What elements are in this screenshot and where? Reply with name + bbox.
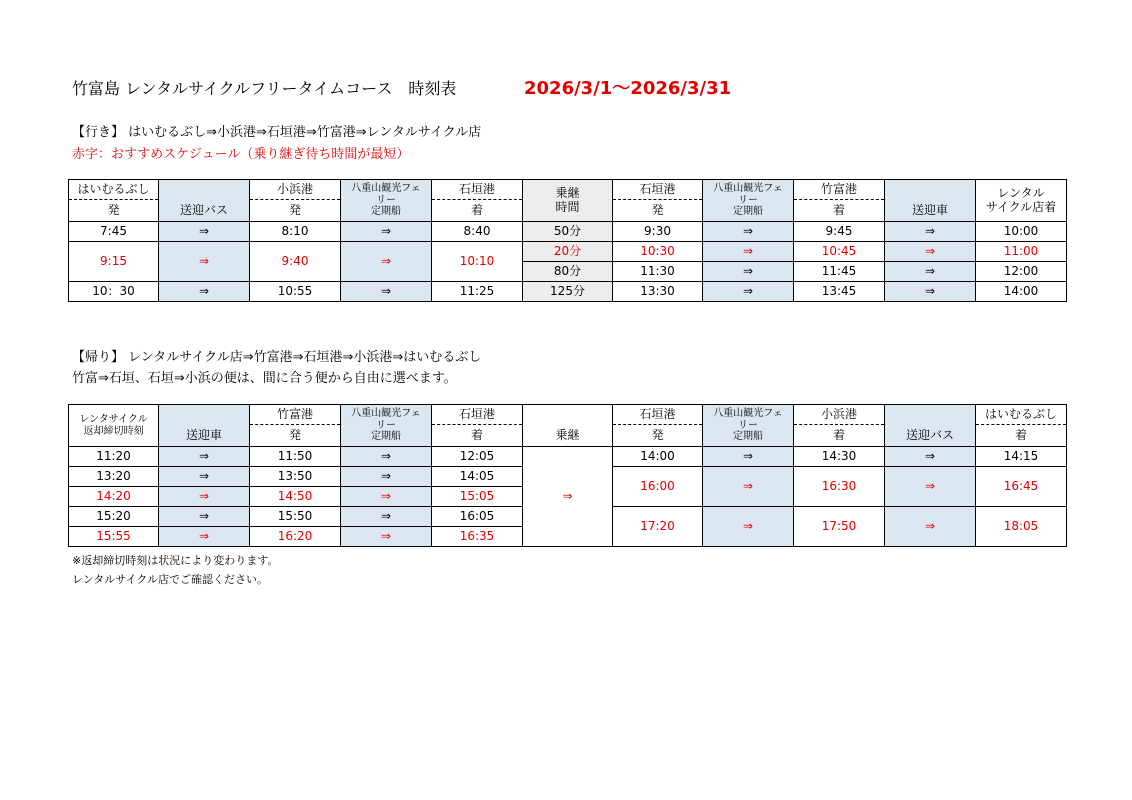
cell-time: 11:25 <box>432 282 523 302</box>
cell-time: 11:30 <box>613 262 703 282</box>
header-ferry-name-2: 八重山観光フェリー <box>713 183 783 206</box>
return-timetable <box>68 404 1067 547</box>
header-depart-3: 発 <box>613 200 703 222</box>
cell-time: 14:20 <box>69 487 159 507</box>
cell-time: 11:00 <box>976 242 1067 262</box>
header-depart: 発 <box>69 200 159 222</box>
cell-time: 15:05 <box>432 487 523 507</box>
table-row <box>69 242 1067 262</box>
header-ishigaki-port-2: 石垣港 <box>613 180 703 200</box>
header-taketomi-port: 竹富港 <box>794 180 885 200</box>
table-row <box>69 282 1067 302</box>
arrow-icon: ⇒ <box>885 222 976 242</box>
arrow-icon: ⇒ <box>703 507 794 547</box>
arrow-icon: ⇒ <box>341 487 432 507</box>
cell-time: 15:50 <box>250 507 341 527</box>
cell-time: 16:30 <box>794 467 885 507</box>
arrow-icon: ⇒ <box>341 282 432 302</box>
arrow-icon: ⇒ <box>159 467 250 487</box>
arrow-icon: ⇒ <box>703 222 794 242</box>
arrow-icon: ⇒ <box>703 467 794 507</box>
cell-time: 10：30 <box>69 282 159 302</box>
footnote-2: レンタルサイクル店でご確認ください。 <box>72 573 268 586</box>
arrow-icon: ⇒ <box>159 222 250 242</box>
arrow-icon: ⇒ <box>159 242 250 282</box>
header-depart-2: 発 <box>613 425 703 447</box>
cell-time: 11:45 <box>794 262 885 282</box>
header-ferry <box>341 405 432 447</box>
footnote-1: ※返却締切時刻は状況により変わります。 <box>72 554 279 567</box>
header-ishigaki-port: 石垣港 <box>432 180 523 200</box>
header-depart-2: 発 <box>250 200 341 222</box>
arrow-icon: ⇒ <box>341 242 432 282</box>
cell-time: 10:55 <box>250 282 341 302</box>
arrow-icon: ⇒ <box>885 282 976 302</box>
cell-time: 8:10 <box>250 222 341 242</box>
cell-time: 14:00 <box>613 447 703 467</box>
arrow-icon: ⇒ <box>703 262 794 282</box>
arrow-icon: ⇒ <box>703 447 794 467</box>
cell-time: 14:30 <box>794 447 885 467</box>
header-ferry-2 <box>703 180 794 222</box>
cell-time: 18:05 <box>976 507 1067 547</box>
header-kohama-port: 小浜港 <box>250 180 341 200</box>
header-arrive-2: 着 <box>794 425 885 447</box>
arrow-icon: ⇒ <box>885 242 976 262</box>
header-transfer: 乗継 <box>523 405 613 447</box>
cell-time: 10:30 <box>613 242 703 262</box>
cell-time: 13:30 <box>613 282 703 302</box>
outbound-timetable <box>68 179 1067 302</box>
header-ferry-name-2: 八重山観光フェリー <box>713 408 783 431</box>
arrow-icon: ⇒ <box>159 507 250 527</box>
header-ferry-name: 八重山観光フェリー <box>351 183 421 206</box>
cell-time: 10:45 <box>794 242 885 262</box>
cell-time: 13:45 <box>794 282 885 302</box>
cell-time: 9:15 <box>69 242 159 282</box>
cell-time: 11:20 <box>69 447 159 467</box>
header-rental-line2: サイクル店着 <box>985 199 1057 214</box>
cell-transfer-time: 125分 <box>523 282 613 302</box>
cell-time: 10:10 <box>432 242 523 282</box>
cell-time: 9:30 <box>613 222 703 242</box>
cell-time: 10:00 <box>976 222 1067 242</box>
header-ferry-2 <box>703 405 794 447</box>
header-regular-ship-2: 定期船 <box>733 206 763 218</box>
header-rental-line1: レンタル <box>997 185 1045 200</box>
header-rental-arrive <box>976 180 1067 222</box>
header-time: 時間 <box>555 199 580 214</box>
arrow-icon: ⇒ <box>703 282 794 302</box>
header-regular-ship-2: 定期船 <box>733 431 763 443</box>
header-regular-ship: 定期船 <box>371 431 401 443</box>
arrow-icon: ⇒ <box>341 507 432 527</box>
header-haimurubushi: はいむるぶし <box>69 180 159 200</box>
header-kohama-port: 小浜港 <box>794 405 885 425</box>
cell-time: 15:55 <box>69 527 159 547</box>
cell-time: 16:45 <box>976 467 1067 507</box>
arrow-icon: ⇒ <box>885 447 976 467</box>
header-rental-deadline <box>69 405 159 447</box>
header-pickup-car: 送迎車 <box>159 405 250 447</box>
arrow-icon: ⇒ <box>885 262 976 282</box>
header-ferry-name: 八重山観光フェリー <box>351 408 421 431</box>
arrow-icon: ⇒ <box>159 487 250 507</box>
header-rental-deadline-line1: レンタサイクル <box>79 414 148 425</box>
cell-time: 13:20 <box>69 467 159 487</box>
cell-time: 8:40 <box>432 222 523 242</box>
header-ferry <box>341 180 432 222</box>
arrow-icon: ⇒ <box>159 282 250 302</box>
header-haimurubushi: はいむるぶし <box>976 405 1067 425</box>
arrow-icon: ⇒ <box>341 222 432 242</box>
arrow-icon: ⇒ <box>159 527 250 547</box>
date-range: 2026/3/1～2026/3/31 <box>524 78 732 99</box>
cell-time: 16:35 <box>432 527 523 547</box>
table-row <box>69 447 1067 467</box>
header-pickup-bus: 送迎バス <box>885 405 976 447</box>
return-note: 竹富⇒石垣、石垣⇒小浜の便は、間に合う便から自由に選べます。 <box>72 371 457 386</box>
cell-time: 14:05 <box>432 467 523 487</box>
header-ishigaki-port-2: 石垣港 <box>613 405 703 425</box>
header-pickup-car: 送迎車 <box>885 180 976 222</box>
header-regular-ship: 定期船 <box>371 206 401 218</box>
arrow-icon: ⇒ <box>885 467 976 507</box>
cell-time: 15:20 <box>69 507 159 527</box>
arrow-icon: ⇒ <box>341 527 432 547</box>
cell-transfer-time: 50分 <box>523 222 613 242</box>
cell-time: 11:50 <box>250 447 341 467</box>
arrow-icon: ⇒ <box>159 447 250 467</box>
outbound-note: 赤字：おすすめスケジュール（乗り継ぎ待ち時間が最短） <box>72 147 410 162</box>
cell-time: 7:45 <box>69 222 159 242</box>
header-arrive-2: 着 <box>794 200 885 222</box>
cell-time: 14:15 <box>976 447 1067 467</box>
header-transfer-time <box>523 180 613 222</box>
cell-time: 16:20 <box>250 527 341 547</box>
arrow-icon: ⇒ <box>703 242 794 262</box>
header-ishigaki-port: 石垣港 <box>432 405 523 425</box>
header-arrive: 着 <box>432 425 523 447</box>
header-pickup-bus: 送迎バス <box>159 180 250 222</box>
transfer-arrow-icon: ⇒ <box>523 447 613 547</box>
cell-time: 13:50 <box>250 467 341 487</box>
arrow-icon: ⇒ <box>341 447 432 467</box>
header-transfer: 乗継 <box>555 185 580 200</box>
header-taketomi-port: 竹富港 <box>250 405 341 425</box>
cell-time: 16:00 <box>613 467 703 507</box>
cell-transfer-time: 80分 <box>523 262 613 282</box>
cell-time: 12:05 <box>432 447 523 467</box>
header-arrive-3: 着 <box>976 425 1067 447</box>
cell-time: 12:00 <box>976 262 1067 282</box>
cell-time: 17:50 <box>794 507 885 547</box>
header-rental-deadline-line2: 返却締切時刻 <box>83 425 144 437</box>
header-arrive: 着 <box>432 200 523 222</box>
cell-time: 14:00 <box>976 282 1067 302</box>
outbound-heading: 【行き】 はいむるぶし⇒小浜港⇒石垣港⇒竹富港⇒レンタルサイクル店 <box>72 125 482 140</box>
arrow-icon: ⇒ <box>341 467 432 487</box>
header-depart: 発 <box>250 425 341 447</box>
cell-time: 9:45 <box>794 222 885 242</box>
cell-time: 17:20 <box>613 507 703 547</box>
arrow-icon: ⇒ <box>885 507 976 547</box>
cell-time: 16:05 <box>432 507 523 527</box>
cell-time: 9:40 <box>250 242 341 282</box>
page-title: 竹富島 レンタルサイクルフリータイムコース 時刻表 <box>72 79 457 98</box>
cell-transfer-time: 20分 <box>523 242 613 262</box>
cell-time: 14:50 <box>250 487 341 507</box>
return-heading: 【帰り】 レンタルサイクル店⇒竹富港⇒石垣港⇒小浜港⇒はいむるぶし <box>72 350 482 365</box>
table-row <box>69 222 1067 242</box>
